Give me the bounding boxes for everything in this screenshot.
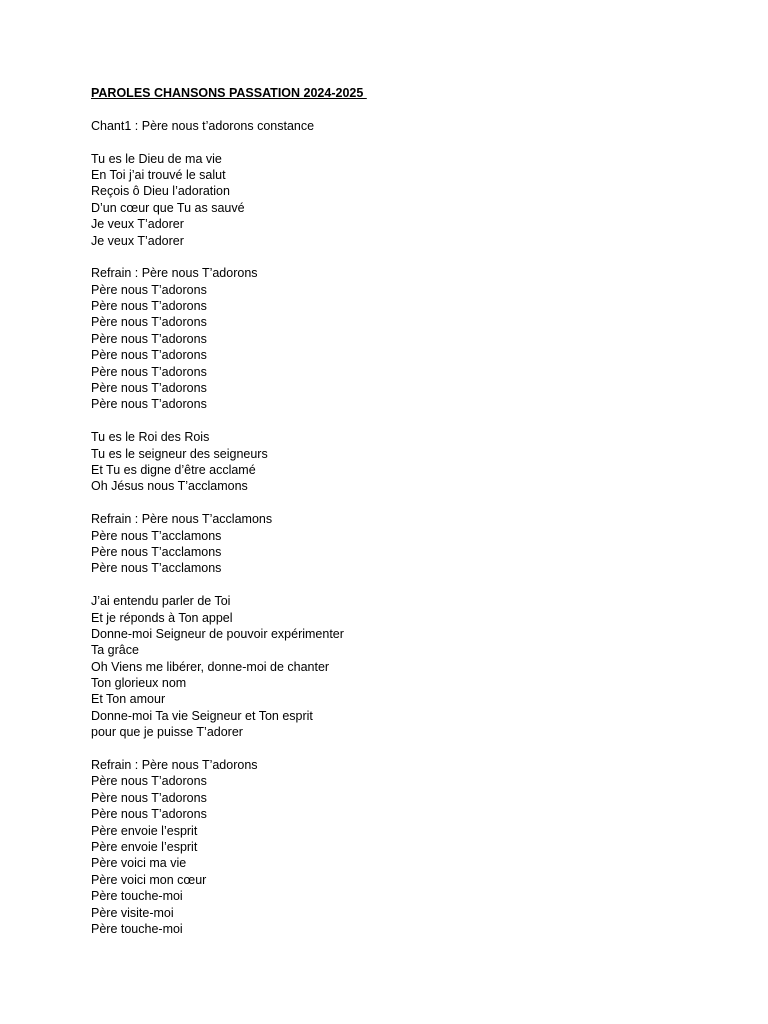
lyric-line: Oh Jésus nous T’acclamons (91, 479, 248, 494)
blank-line (91, 249, 731, 265)
refrain-3 (91, 757, 731, 937)
document-page (91, 85, 731, 937)
lyric-line: Refrain : Père nous T’adorons (91, 758, 258, 773)
lyric-line: Oh Viens me libérer, donne-moi de chanter (91, 659, 330, 674)
blank-line (91, 101, 731, 117)
lyric-line: Donne-moi Seigneur de pouvoir expérimenter (91, 626, 344, 641)
lyric-line: Donne-moi Ta vie Seigneur et Ton esprit (91, 708, 313, 723)
lyric-line: Et je réponds à Ton appel (91, 610, 233, 625)
blank-line (91, 495, 731, 511)
stanza-3 (91, 593, 731, 741)
lyric-line: Père nous T’adorons (91, 299, 207, 314)
lyric-line: Père visite-moi (91, 905, 174, 920)
lyric-line: Je veux T’adorer (91, 233, 184, 248)
lyric-line: Père nous T’acclamons (91, 544, 222, 559)
lyric-line: Père nous T’adorons (91, 790, 207, 805)
lyric-line: Père nous T’adorons (91, 282, 207, 297)
refrain-1 (91, 265, 731, 413)
lyric-line: Tu es le Roi des Rois (91, 430, 210, 445)
refrain-2 (91, 511, 731, 577)
blank-line (91, 413, 731, 429)
lyric-line: Ton glorieux nom (91, 676, 187, 691)
stanza-1 (91, 151, 731, 249)
lyric-line: Ta grâce (91, 643, 139, 658)
blank-line (91, 577, 731, 593)
lyric-line: Refrain : Père nous T’adorons (91, 266, 258, 281)
lyric-line: Père envoie l’esprit (91, 839, 198, 854)
lyric-line: En Toi j’ai trouvé le salut (91, 167, 226, 182)
lyric-line: Tu es le Dieu de ma vie (91, 151, 222, 166)
lyric-line: Père nous T’adorons (91, 364, 207, 379)
lyric-line: Père nous T’adorons (91, 315, 207, 330)
lyric-line: Père nous T’adorons (91, 397, 207, 412)
document-title: PAROLES CHANSONS PASSATION 2024-2025 (91, 86, 367, 100)
lyric-line: Reçois ô Dieu l’adoration (91, 184, 230, 199)
lyric-line: Père nous T’adorons (91, 348, 207, 363)
lyric-line: Et Ton amour (91, 692, 166, 707)
lyric-line: pour que je puisse T’adorer (91, 725, 243, 740)
lyric-line: Refrain : Père nous T’acclamons (91, 512, 273, 527)
blank-line (91, 134, 731, 150)
lyric-line: Tu es le seigneur des seigneurs (91, 446, 268, 461)
lyric-line: Père nous T’adorons (91, 381, 207, 396)
lyric-line: Père voici mon cœur (91, 872, 207, 887)
lyric-line: Et Tu es digne d’être acclamé (91, 462, 256, 477)
lyric-line: Père nous T’adorons (91, 331, 207, 346)
lyric-line: Père nous T’acclamons (91, 528, 222, 543)
chant-heading: Chant1 : Père nous t’adorons constance (91, 118, 315, 133)
lyric-line: Père envoie l’esprit (91, 823, 198, 838)
lyric-line: Père nous T’adorons (91, 807, 207, 822)
lyric-line: Père nous T’adorons (91, 774, 207, 789)
lyric-line: J’ai entendu parler de Toi (91, 594, 231, 609)
lyric-line: D’un cœur que Tu as sauvé (91, 200, 245, 215)
stanza-2 (91, 429, 731, 495)
blank-line (91, 741, 731, 757)
lyric-line: Père touche-moi (91, 921, 183, 936)
lyric-line: Père voici ma vie (91, 856, 187, 871)
lyric-line: Je veux T’adorer (91, 217, 184, 232)
lyric-line: Père touche-moi (91, 889, 183, 904)
lyric-line: Père nous T’acclamons (91, 561, 222, 576)
